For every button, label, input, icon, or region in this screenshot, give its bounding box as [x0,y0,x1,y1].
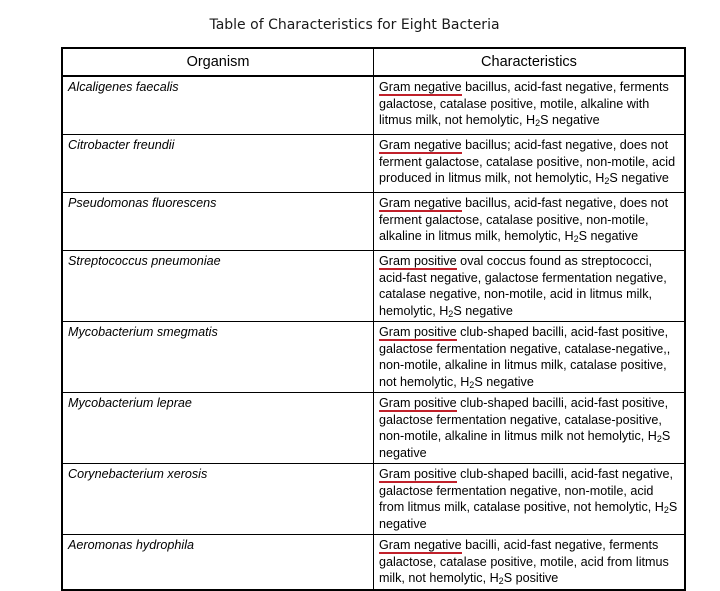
characteristics-text-end: S negative [474,374,534,389]
characteristics-cell [374,464,686,535]
subscript: 2 [604,176,610,186]
gram-stain-text: Gram negative [379,538,462,552]
characteristics-cell [374,251,686,322]
subscript: 2 [448,308,454,319]
table-row [62,322,685,393]
organism-cell: Mycobacterium leprae [62,393,374,464]
gram-stain-text: Gram positive [379,396,457,410]
characteristics-text: club-shaped bacilli, acid-fast positive, galactose fermentation negative, catalase-positive, non-motile, alkaline in litmus milk not hemolytic, H [379,396,669,443]
characteristics-text-end: S negative [453,303,513,318]
header-row [62,48,685,76]
characteristics-text-end: S negative [379,429,671,460]
subscript: 2 [573,234,579,244]
organism-cell: Mycobacterium smegmatis [62,322,374,393]
table-row [62,535,685,590]
characteristics-text: club-shaped bacilli, acid-fast positive, galactose fermentation negative, catalase-negative,, non-motile, alkaline in litmus milk, catalase positive, not hemolytic, H [379,325,671,389]
characteristics-cell [374,535,686,590]
subscript: 2 [498,576,504,586]
subscript: 2 [656,434,662,444]
characteristics-cell [374,135,686,193]
characteristics-cell [374,193,686,251]
table-row [62,193,685,251]
organism-cell: Aeromonas hydrophila [62,535,374,590]
characteristics-text-end: S negative [609,171,669,185]
table-row [62,464,685,535]
characteristics-text: bacillus; acid-fast negative, does not ferment galactose, catalase positive, non-motile, acid produced in litmus milk, not hemolytic, H [379,138,676,185]
subscript: 2 [535,118,541,128]
table-row [62,251,685,322]
characteristics-text: club-shaped bacilli, acid-fast negative, galactose fermentation negative, non-motile, acid from litmus milk, catalase positive, not hemolytic, H [379,467,674,514]
characteristics-cell [374,393,686,464]
organism-cell: Corynebacterium xerosis [62,464,374,535]
characteristics-text: oval coccus found as streptococci, acid-fast negative, galactose fermentation negative, catalase negative, non-motile, acid in litmus milk, hemolytic, H [379,254,667,318]
characteristics-text: bacilli, acid-fast negative, ferments galactose, catalase positive, motile, acid from litmus milk, not hemolytic, H [379,538,669,585]
gram-stain-text: Gram positive [379,254,457,268]
characteristics-text-end: S positive [503,571,559,585]
characteristics-text-end: S negative [578,229,639,243]
gram-stain-text: Gram positive [379,467,457,481]
characteristics-cell [374,322,686,393]
organism-cell: Streptococcus pneumoniae [62,251,374,322]
gram-stain-text: Gram negative [379,80,462,94]
gram-stain-text: Gram positive [379,325,457,339]
characteristics-text-end: S negative [379,500,678,531]
table-row [62,135,685,193]
header-characteristics: Characteristics [374,48,686,76]
bacteria-table [61,47,686,591]
characteristics-text-end: S negative [540,113,600,127]
characteristics-text: bacillus, acid-fast negative, does not ferment galactose, catalase positive, non-motile, alkaline in litmus milk, hemolytic, H [379,196,669,243]
characteristics-text: bacillus, acid-fast negative, ferments galactose, catalase positive, motile, alkaline with litmus milk, not hemolytic, H [379,80,669,127]
subscript: 2 [663,505,669,515]
table-row [62,76,685,135]
gram-stain-text: Gram negative [379,138,462,152]
table-row [62,393,685,464]
gram-stain-text: Gram negative [379,196,462,210]
organism-cell: Alcaligenes faecalis [62,76,374,135]
header-organism: Organism [62,48,374,76]
organism-cell: Pseudomonas fluorescens [62,193,374,251]
characteristics-cell [374,76,686,135]
page-title: Table of Characteristics for Eight Bacteria [209,17,500,33]
organism-cell: Citrobacter freundii [62,135,374,193]
subscript: 2 [469,379,475,390]
